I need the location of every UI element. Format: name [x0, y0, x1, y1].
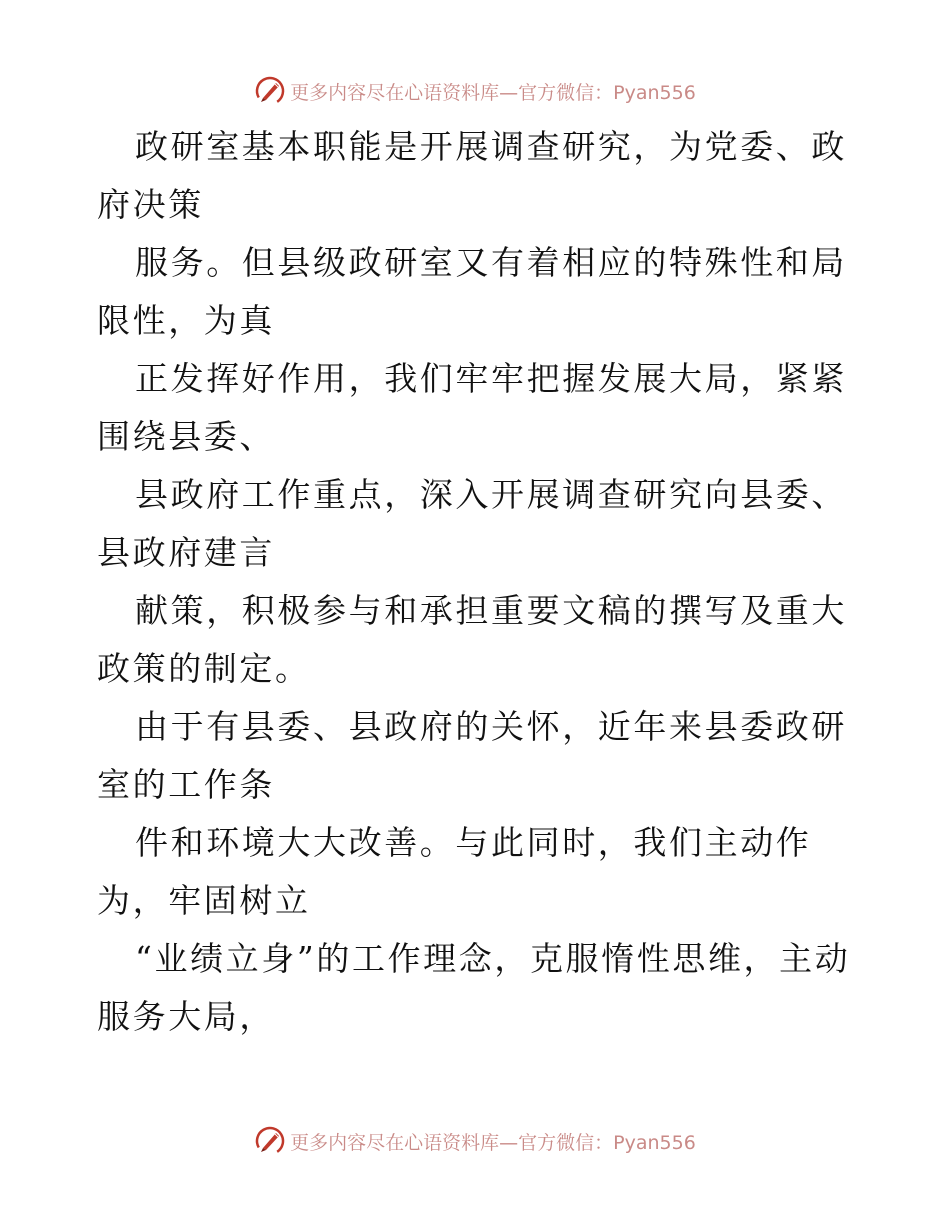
- paragraph: 件和环境大大改善。与此同时，我们主动作为，牢固树立: [97, 823, 812, 920]
- footer-watermark-text: 更多内容尽在心语资料库—官方微信：Pyan556: [290, 1131, 696, 1154]
- quill-pen-logo-icon: [254, 1125, 286, 1157]
- paragraph: 县政府工作重点，深入开展调查研究向县委、县政府建言: [97, 475, 847, 572]
- paragraph: 服务。但县级政研室又有着相应的特殊性和局限性，为真: [97, 243, 847, 340]
- document-body: [97, 118, 857, 1046]
- paragraph: 正发挥好作用，我们牢牢把握发展大局，紧紧围绕县委、: [97, 359, 847, 456]
- header-watermark: [0, 71, 950, 111]
- paragraph: 政研室基本职能是开展调查研究，为党委、政府决策: [97, 127, 847, 224]
- footer-watermark: [0, 1121, 950, 1161]
- paragraph: 由于有县委、县政府的关怀，近年来县委政研室的工作条: [97, 707, 847, 804]
- quill-pen-logo-icon: [254, 75, 286, 107]
- header-watermark-text: 更多内容尽在心语资料库—官方微信：Pyan556: [290, 81, 696, 104]
- paragraph: “业绩立身”的工作理念，克服惰性思维，主动服务大局，: [97, 939, 851, 1036]
- paragraph: 献策，积极参与和承担重要文稿的撰写及重大政策的制定。: [97, 591, 847, 688]
